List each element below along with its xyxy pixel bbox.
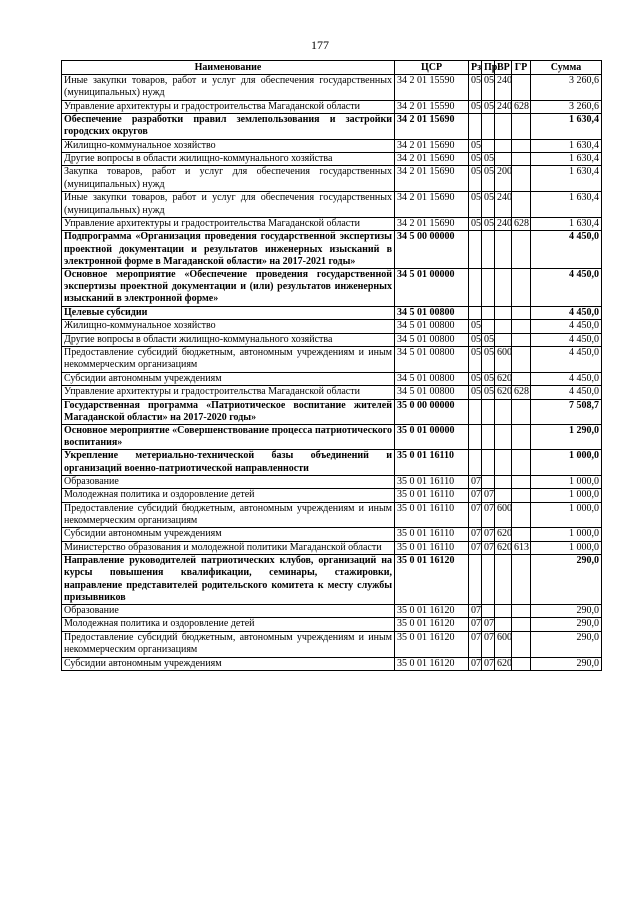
row-gr — [512, 306, 531, 319]
row-gr — [512, 192, 531, 218]
row-rz: 05 — [469, 386, 482, 399]
row-vr: 600 — [495, 346, 512, 372]
row-rz — [469, 424, 482, 449]
row-pr: 07 — [482, 489, 495, 502]
row-pr — [482, 475, 495, 488]
row-name: Субсидии автономным учреждениям — [62, 528, 395, 541]
row-rz — [469, 231, 482, 269]
row-sum: 1 630,4 — [531, 218, 602, 231]
row-csr: 34 2 01 15690 — [395, 139, 469, 152]
row-sum: 290,0 — [531, 657, 602, 670]
table-row — [62, 306, 602, 319]
row-pr: 05 — [482, 75, 495, 101]
row-name: Молодежная политика и оздоровление детей — [62, 489, 395, 502]
table-row — [62, 618, 602, 631]
row-rz — [469, 114, 482, 139]
row-csr: 35 0 01 16110 — [395, 475, 469, 488]
row-pr: 07 — [482, 657, 495, 670]
header-gr: ГР — [512, 61, 531, 75]
table-row — [62, 489, 602, 502]
row-csr: 34 2 01 15590 — [395, 100, 469, 113]
row-name: Государственная программа «Патриотическое воспитание жителей Магаданской области» на 2017-2020 годы» — [62, 399, 395, 424]
row-pr: 05 — [482, 333, 495, 346]
row-name: Жилищно-коммунальное хозяйство — [62, 320, 395, 333]
row-pr — [482, 424, 495, 449]
row-pr: 07 — [482, 528, 495, 541]
row-pr: 05 — [482, 372, 495, 385]
row-csr: 34 5 01 00800 — [395, 306, 469, 319]
table-row — [62, 372, 602, 385]
row-csr: 35 0 01 00000 — [395, 424, 469, 449]
row-sum: 1 630,4 — [531, 192, 602, 218]
row-vr: 240 — [495, 100, 512, 113]
row-sum: 1 630,4 — [531, 166, 602, 192]
row-name: Образование — [62, 475, 395, 488]
row-name: Направление руководителей патриотических клубов, организаций на курсы повышения квалификации, семинары, стажировки, направление представителей родительского комитета к месту службы призывников — [62, 555, 395, 605]
row-name: Управление архитектуры и градостроительства Магаданской области — [62, 218, 395, 231]
row-pr — [482, 114, 495, 139]
header-sum: Сумма — [531, 61, 602, 75]
row-name: Предоставление субсидий бюджетным, автономным учреждениям и иным некоммерческим организациям — [62, 346, 395, 372]
row-pr: 07 — [482, 631, 495, 657]
row-vr — [495, 399, 512, 424]
page-number: 177 — [311, 38, 329, 52]
row-gr — [512, 424, 531, 449]
row-name: Иные закупки товаров, работ и услуг для обеспечения государственных (муниципальных) нужд — [62, 192, 395, 218]
row-name: Управление архитектуры и градостроительства Магаданской области — [62, 386, 395, 399]
row-vr — [495, 231, 512, 269]
row-csr: 34 2 01 15690 — [395, 192, 469, 218]
row-sum: 1 000,0 — [531, 502, 602, 528]
row-csr: 35 0 01 16120 — [395, 631, 469, 657]
row-sum: 290,0 — [531, 555, 602, 605]
row-csr: 34 5 01 00000 — [395, 269, 469, 307]
row-sum: 1 630,4 — [531, 153, 602, 166]
row-pr: 05 — [482, 166, 495, 192]
row-vr: 620 — [495, 386, 512, 399]
row-pr: 05 — [482, 386, 495, 399]
row-name: Образование — [62, 605, 395, 618]
row-vr: 620 — [495, 372, 512, 385]
table-header-row — [62, 61, 602, 75]
row-name: Подпрограмма «Организация проведения государственной экспертизы проектной документации и результатов инженерных изысканий в электронной форме в Магаданской области» на 2017-2021 годы» — [62, 231, 395, 269]
table-row — [62, 399, 602, 424]
row-vr — [495, 450, 512, 475]
row-vr — [495, 333, 512, 346]
row-sum: 1 630,4 — [531, 139, 602, 152]
table-row — [62, 555, 602, 605]
row-csr: 34 2 01 15690 — [395, 114, 469, 139]
table-body — [62, 75, 602, 671]
row-rz: 05 — [469, 166, 482, 192]
table-row — [62, 631, 602, 657]
row-rz — [469, 555, 482, 605]
table-row — [62, 114, 602, 139]
row-sum: 290,0 — [531, 618, 602, 631]
table-row — [62, 528, 602, 541]
row-vr — [495, 153, 512, 166]
row-gr — [512, 489, 531, 502]
row-vr — [495, 605, 512, 618]
row-rz: 05 — [469, 75, 482, 101]
row-name: Жилищно-коммунальное хозяйство — [62, 139, 395, 152]
row-csr: 34 2 01 15690 — [395, 218, 469, 231]
row-name: Укрепление метериально-технической базы объединений и организаций военно-патриотической направленности — [62, 450, 395, 475]
row-csr: 35 0 01 16120 — [395, 657, 469, 670]
row-csr: 34 5 00 00000 — [395, 231, 469, 269]
table-row — [62, 657, 602, 670]
row-rz: 05 — [469, 100, 482, 113]
row-gr — [512, 450, 531, 475]
row-pr — [482, 231, 495, 269]
row-gr — [512, 75, 531, 101]
row-gr — [512, 320, 531, 333]
row-rz: 05 — [469, 372, 482, 385]
row-vr — [495, 555, 512, 605]
row-rz — [469, 399, 482, 424]
table-row — [62, 346, 602, 372]
row-vr — [495, 139, 512, 152]
row-name: Основное мероприятие «Совершенствование процесса патриотического воспитания» — [62, 424, 395, 449]
row-csr: 34 2 01 15690 — [395, 166, 469, 192]
row-csr: 34 2 01 15590 — [395, 75, 469, 101]
row-vr — [495, 269, 512, 307]
row-name: Молодежная политика и оздоровление детей — [62, 618, 395, 631]
row-rz: 05 — [469, 139, 482, 152]
row-pr: 07 — [482, 541, 495, 554]
row-gr — [512, 475, 531, 488]
row-csr: 34 5 01 00800 — [395, 372, 469, 385]
row-name: Субсидии автономным учреждениям — [62, 372, 395, 385]
header-name: Наименование — [62, 61, 395, 75]
row-gr — [512, 346, 531, 372]
row-vr — [495, 424, 512, 449]
header-rz: Рз — [469, 61, 482, 75]
row-name: Закупка товаров, работ и услуг для обеспечения государственных (муниципальных) нужд — [62, 166, 395, 192]
row-sum: 4 450,0 — [531, 231, 602, 269]
row-name: Целевые субсидии — [62, 306, 395, 319]
row-sum: 1 630,4 — [531, 114, 602, 139]
row-csr: 35 0 01 16110 — [395, 489, 469, 502]
row-sum: 3 260,6 — [531, 75, 602, 101]
row-vr — [495, 489, 512, 502]
row-vr: 620 — [495, 528, 512, 541]
row-gr — [512, 605, 531, 618]
table-row — [62, 166, 602, 192]
row-sum: 4 450,0 — [531, 306, 602, 319]
row-csr: 35 0 01 16110 — [395, 450, 469, 475]
row-sum: 1 000,0 — [531, 541, 602, 554]
row-pr: 05 — [482, 346, 495, 372]
row-gr — [512, 555, 531, 605]
header-pr: Пр — [482, 61, 495, 75]
row-name: Иные закупки товаров, работ и услуг для обеспечения государственных (муниципальных) нужд — [62, 75, 395, 101]
row-csr: 34 5 01 00800 — [395, 333, 469, 346]
row-rz: 07 — [469, 657, 482, 670]
row-vr: 200 — [495, 166, 512, 192]
row-gr — [512, 618, 531, 631]
row-sum: 3 260,6 — [531, 100, 602, 113]
table-row — [62, 541, 602, 554]
row-csr: 35 0 00 00000 — [395, 399, 469, 424]
table-row — [62, 100, 602, 113]
row-name: Министерство образования и молодежной политики Магаданской области — [62, 541, 395, 554]
row-sum: 4 450,0 — [531, 372, 602, 385]
row-sum: 290,0 — [531, 631, 602, 657]
row-rz: 05 — [469, 153, 482, 166]
row-gr — [512, 114, 531, 139]
row-gr: 628 — [512, 100, 531, 113]
row-name: Субсидии автономным учреждениям — [62, 657, 395, 670]
row-gr — [512, 333, 531, 346]
row-pr — [482, 555, 495, 605]
table-row — [62, 450, 602, 475]
row-pr — [482, 320, 495, 333]
row-sum: 4 450,0 — [531, 333, 602, 346]
table-row — [62, 218, 602, 231]
row-name: Предоставление субсидий бюджетным, автономным учреждениям и иным некоммерческим организациям — [62, 631, 395, 657]
row-rz: 05 — [469, 333, 482, 346]
row-sum: 1 000,0 — [531, 528, 602, 541]
row-rz: 07 — [469, 618, 482, 631]
row-pr: 07 — [482, 502, 495, 528]
row-sum: 1 000,0 — [531, 489, 602, 502]
row-pr: 05 — [482, 192, 495, 218]
row-name: Основное мероприятие «Обеспечение проведения государственной экспертизы проектной документации и (или) результатов инженерных изысканий в электронной форме» — [62, 269, 395, 307]
row-csr: 35 0 01 16120 — [395, 618, 469, 631]
row-pr — [482, 605, 495, 618]
row-vr: 240 — [495, 75, 512, 101]
table-row — [62, 333, 602, 346]
row-vr: 240 — [495, 192, 512, 218]
row-sum: 4 450,0 — [531, 346, 602, 372]
table-row — [62, 605, 602, 618]
row-gr: 613 — [512, 541, 531, 554]
row-pr — [482, 306, 495, 319]
row-gr: 628 — [512, 218, 531, 231]
row-sum: 1 000,0 — [531, 475, 602, 488]
row-rz: 05 — [469, 218, 482, 231]
row-pr — [482, 269, 495, 307]
row-gr — [512, 269, 531, 307]
table-row — [62, 424, 602, 449]
table-row — [62, 502, 602, 528]
row-gr — [512, 657, 531, 670]
row-csr: 35 0 01 16120 — [395, 555, 469, 605]
row-name: Другие вопросы в области жилищно-коммунального хозяйства — [62, 333, 395, 346]
row-rz: 07 — [469, 528, 482, 541]
row-gr: 628 — [512, 386, 531, 399]
row-vr — [495, 306, 512, 319]
row-gr — [512, 399, 531, 424]
row-sum: 290,0 — [531, 605, 602, 618]
row-sum: 1 000,0 — [531, 450, 602, 475]
row-rz: 07 — [469, 489, 482, 502]
row-sum: 7 508,7 — [531, 399, 602, 424]
row-sum: 4 450,0 — [531, 386, 602, 399]
row-rz: 05 — [469, 346, 482, 372]
row-vr: 620 — [495, 657, 512, 670]
row-sum: 4 450,0 — [531, 320, 602, 333]
row-vr — [495, 114, 512, 139]
row-pr: 05 — [482, 153, 495, 166]
row-rz: 07 — [469, 475, 482, 488]
row-pr — [482, 399, 495, 424]
row-rz: 07 — [469, 541, 482, 554]
table-row — [62, 269, 602, 307]
row-vr: 240 — [495, 218, 512, 231]
row-gr — [512, 153, 531, 166]
table-row — [62, 386, 602, 399]
row-csr: 35 0 01 16120 — [395, 605, 469, 618]
row-csr: 35 0 01 16110 — [395, 541, 469, 554]
table-row — [62, 75, 602, 101]
row-gr — [512, 372, 531, 385]
header-vr: ВР — [495, 61, 512, 75]
row-gr — [512, 528, 531, 541]
row-vr: 600 — [495, 502, 512, 528]
row-gr — [512, 231, 531, 269]
row-vr — [495, 618, 512, 631]
table-row — [62, 153, 602, 166]
row-rz: 07 — [469, 605, 482, 618]
row-pr — [482, 450, 495, 475]
row-csr: 34 5 01 00800 — [395, 386, 469, 399]
row-name: Управление архитектуры и градостроительства Магаданской области — [62, 100, 395, 113]
row-csr: 34 2 01 15690 — [395, 153, 469, 166]
row-rz: 07 — [469, 502, 482, 528]
row-rz — [469, 450, 482, 475]
row-gr — [512, 502, 531, 528]
row-rz — [469, 306, 482, 319]
row-sum: 1 290,0 — [531, 424, 602, 449]
row-name: Другие вопросы в области жилищно-коммунального хозяйства — [62, 153, 395, 166]
row-rz: 05 — [469, 320, 482, 333]
row-vr: 620 — [495, 541, 512, 554]
row-pr — [482, 139, 495, 152]
row-rz — [469, 269, 482, 307]
row-rz: 05 — [469, 192, 482, 218]
row-pr: 07 — [482, 618, 495, 631]
row-csr: 35 0 01 16110 — [395, 502, 469, 528]
row-rz: 07 — [469, 631, 482, 657]
budget-table — [61, 60, 602, 671]
table-row — [62, 139, 602, 152]
row-gr — [512, 139, 531, 152]
row-pr: 05 — [482, 100, 495, 113]
row-vr — [495, 320, 512, 333]
row-vr — [495, 475, 512, 488]
row-csr: 35 0 01 16110 — [395, 528, 469, 541]
table-row — [62, 231, 602, 269]
row-pr: 05 — [482, 218, 495, 231]
row-name: Предоставление субсидий бюджетным, автономным учреждениям и иным некоммерческим организациям — [62, 502, 395, 528]
row-gr — [512, 166, 531, 192]
table-row — [62, 320, 602, 333]
table-row — [62, 475, 602, 488]
header-csr: ЦСР — [395, 61, 469, 75]
row-vr: 600 — [495, 631, 512, 657]
table-row — [62, 192, 602, 218]
row-csr: 34 5 01 00800 — [395, 320, 469, 333]
row-sum: 4 450,0 — [531, 269, 602, 307]
row-name: Обеспечение разработки правил землепользования и застройки городских округов — [62, 114, 395, 139]
row-gr — [512, 631, 531, 657]
row-csr: 34 5 01 00800 — [395, 346, 469, 372]
